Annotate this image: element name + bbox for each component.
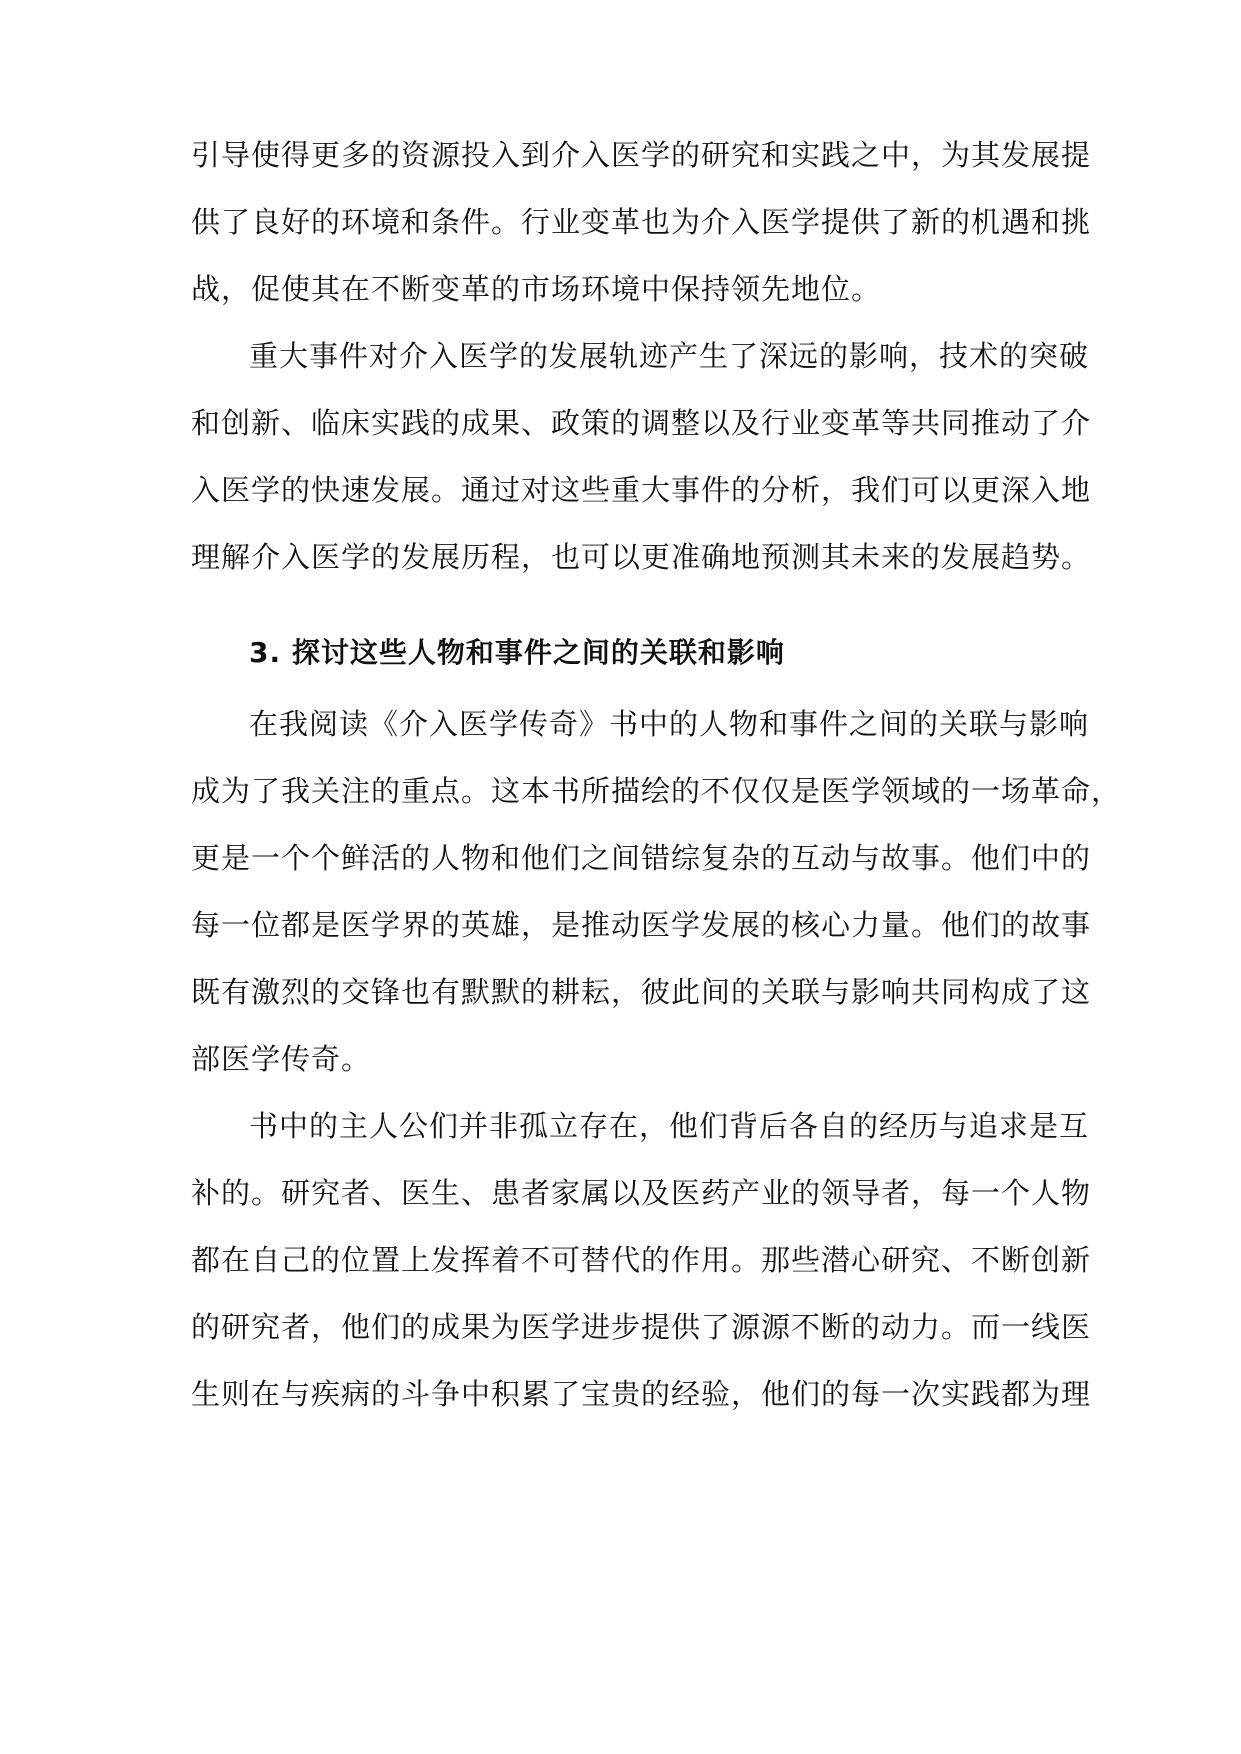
text-line: 入医学的快速发展。通过对这些重大事件的分析，我们可以更深入地 [191,473,1092,507]
text-line: 供了良好的环境和条件。行业变革也为介入医学提供了新的机遇和挑 [191,205,1092,239]
text-line: 战，促使其在不断变革的市场环境中保持领先地位。 [191,272,882,306]
text-line: 在我阅读《介入医学传奇》书中的人物和事件之间的关联与影响 [249,707,1090,741]
text-line: 生则在与疾病的斗争中积累了宝贵的经验，他们的每一次实践都为理 [191,1377,1092,1411]
text-line: 既有激烈的交锋也有默默的耕耘，彼此间的关联与影响共同构成了这 [191,975,1092,1009]
text-line: 理解介入医学的发展历程，也可以更准确地预测其未来的发展趋势。 [191,540,1092,574]
text-line: 的研究者，他们的成果为医学进步提供了源源不断的动力。而一线医 [191,1310,1092,1344]
text-line: 更是一个个鲜活的人物和他们之间错综复杂的互动与故事。他们中的 [191,841,1092,875]
text-line: 重大事件对介入医学的发展轨迹产生了深远的影响，技术的突破 [249,339,1090,373]
text-line: 成为了我关注的重点。这本书所描绘的不仅仅是医学领域的一场革命， [191,774,1122,808]
section-heading: 3. 探讨这些人物和事件之间的关联和影响 [249,636,785,669]
text-line: 每一位都是医学界的英雄，是推动医学发展的核心力量。他们的故事 [191,908,1092,942]
text-line: 部医学传奇。 [191,1042,372,1076]
text-line: 引导使得更多的资源投入到介入医学的研究和实践之中，为其发展提 [191,138,1092,172]
text-line: 补的。研究者、医生、患者家属以及医药产业的领导者，每一个人物 [191,1176,1092,1210]
text-line: 都在自己的位置上发挥着不可替代的作用。那些潜心研究、不断创新 [191,1243,1092,1277]
text-line: 和创新、临床实践的成果、政策的调整以及行业变革等共同推动了介 [191,406,1092,440]
text-line: 书中的主人公们并非孤立存在，他们背后各自的经历与追求是互 [249,1109,1090,1143]
